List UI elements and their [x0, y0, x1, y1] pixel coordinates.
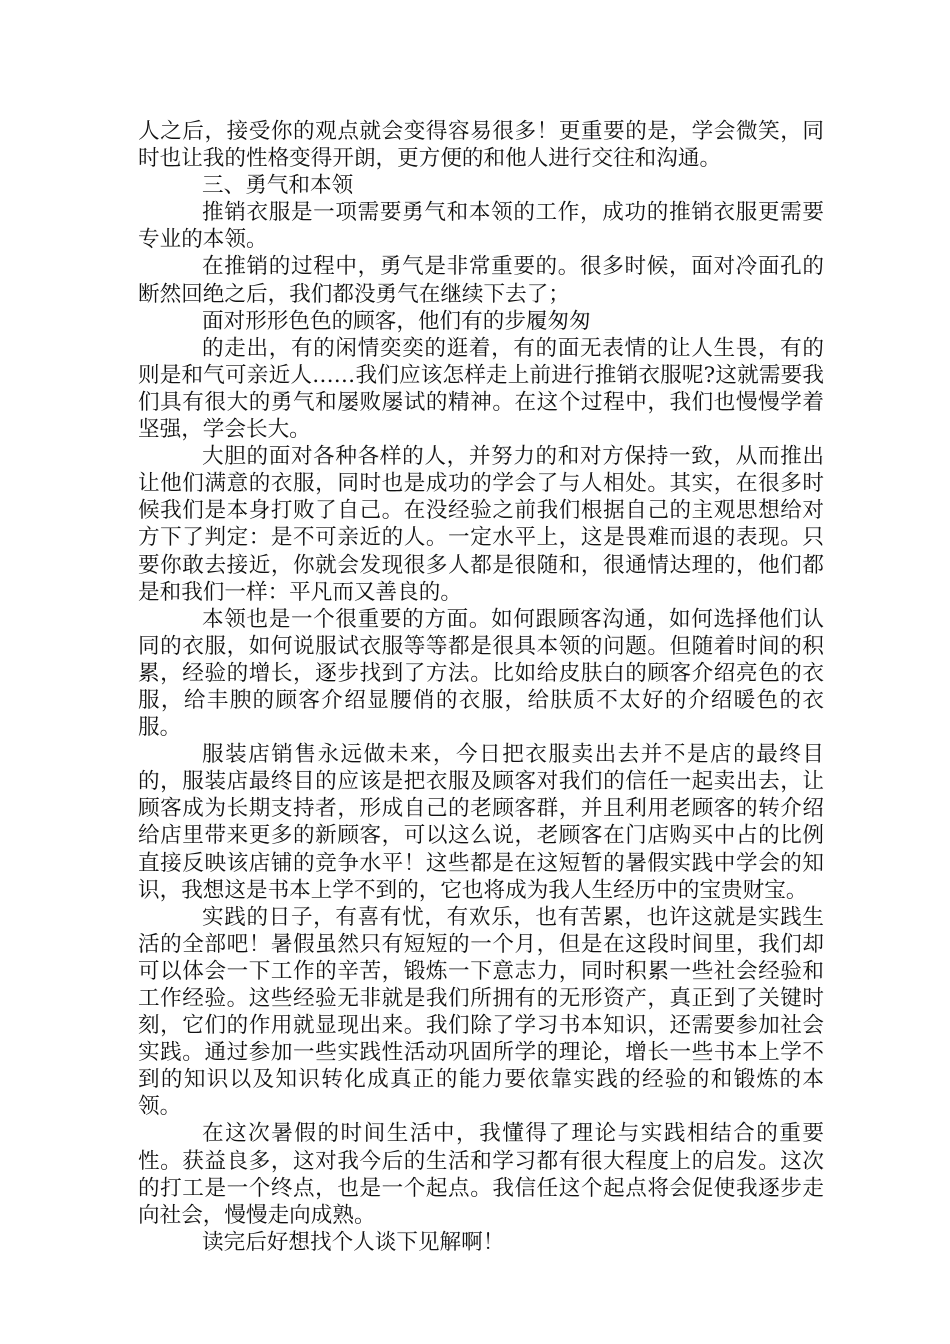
paragraph: 面对形形色色的顾客，他们有的步履匆匆 — [202, 308, 591, 334]
paragraph: 本领也是一个很重要的方面。如何跟顾客沟通，如何选择他们认同的衣服，如何说服试衣服等等都是很具本领的问题。但随着时间的积累，经验的增长，逐步找到了方法。比如给皮肤白的顾客介绍亮色的衣服，给丰腴的顾客介绍显腰俏的衣服，给肤质不太好的介绍暖色的衣服。 — [138, 606, 824, 741]
paragraph: 的走出，有的闲情奕奕的逛着，有的面无表情的让人生畏，有的则是和气可亲近人……我们应该怎样走上前进行推销衣服呢?这就需要我们具有很大的勇气和屡败屡试的精神。在这个过程中，我们也慢慢学着坚强，学会长大。 — [138, 335, 824, 443]
closing-line: 读完后好想找个人谈下见解啊！ — [202, 1229, 505, 1255]
paragraph: 在推销的过程中，勇气是非常重要的。很多时候，面对冷面孔的断然回绝之后，我们都没勇气在继续下去了； — [138, 254, 824, 307]
section-heading: 三、勇气和本领 — [202, 173, 354, 199]
paragraph: 服装店销售永远做未来，今日把衣服卖出去并不是店的最终目的，服装店最终目的应该是把衣服及顾客对我们的信任一起卖出去，让顾客成为长期支持者，形成自己的老顾客群，并且利用老顾客的转介绍给店里带来更多的新顾客，可以这么说，老顾客在门店购买中占的比例直接反映该店铺的竞争水平！这些都是在这短暂的暑假实践中学会的知识，我想这是书本上学不到的，它也将成为我人生经历中的宝贵财宝。 — [138, 742, 824, 903]
paragraph: 在这次暑假的时间生活中，我懂得了理论与实践相结合的重要性。获益良多，这对我今后的生活和学习都有很大程度上的启发。这次的打工是一个终点，也是一个起点。我信任这个起点将会促使我逐步走向社会，慢慢走向成熟。 — [138, 1121, 824, 1228]
document-page — [138, 118, 824, 1256]
paragraph: 推销衣服是一项需要勇气和本领的工作，成功的推销衣服更需要专业的本领。 — [138, 200, 824, 253]
paragraph: 大胆的面对各种各样的人，并努力的和对方保持一致，从而推出让他们满意的衣服，同时也是成功的学会了与人相处。其实，在很多时候我们是本身打败了自己。在没经验之前我们根据自己的主观思想给对方下了判定：是不可亲近的人。一定水平上，这是畏难而退的表现。只要你敢去接近，你就会发现很多人都是很随和，很通情达理的，他们都是和我们一样：平凡而又善良的。 — [138, 444, 824, 605]
paragraph: 实践的日子，有喜有忧，有欢乐，也有苦累，也许这就是实践生活的全部吧！暑假虽然只有短短的一个月，但是在这段时间里，我们却可以体会一下工作的辛苦，锻炼一下意志力，同时积累一些社会经验和工作经验。这些经验无非就是我们所拥有的无形资产，真正到了关键时刻，它们的作用就显现出来。我们除了学习书本知识，还需要参加社会实践。通过参加一些实践性活动巩固所学的理论，增长一些书本上学不到的知识以及知识转化成真正的能力要依靠实践的经验的和锻炼的本领。 — [138, 904, 824, 1120]
paragraph-continuation: 人之后，接受你的观点就会变得容易很多！更重要的是，学会微笑，同时也让我的性格变得开朗，更方便的和他人进行交往和沟通。 — [138, 119, 824, 172]
